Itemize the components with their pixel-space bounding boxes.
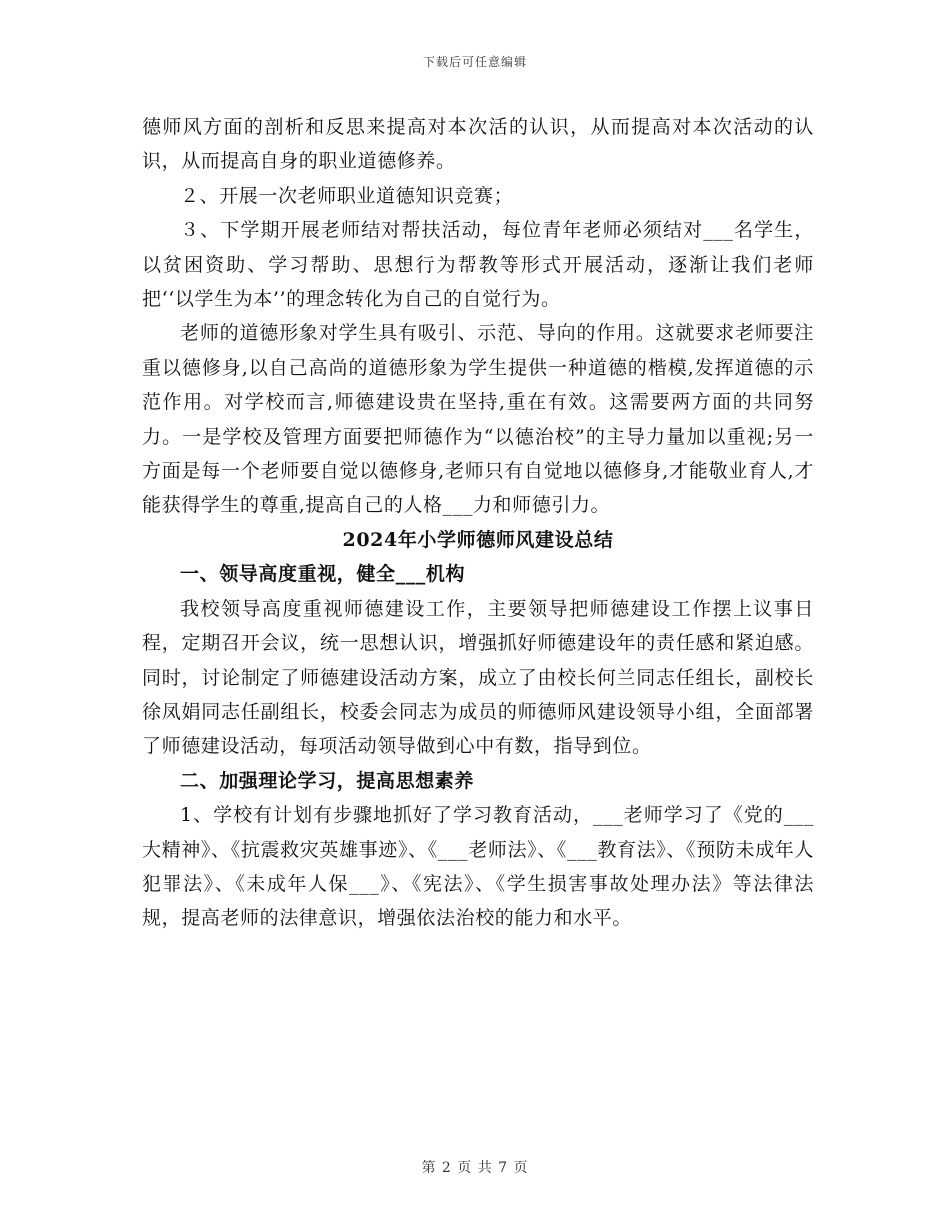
document-title: 2024年小学师德师风建设总结 <box>342 528 614 551</box>
paragraph-continuation: 德师风方面的剖析和反思来提高对本次活的认识，从而提高对本次活动的认识，从而提高自身的职业道德修养。 <box>142 116 814 173</box>
section-heading-2: 二、加强理论学习，提高思想素养 <box>180 769 475 792</box>
section-heading-1: 一、领导高度重视，健全___机构 <box>180 563 466 586</box>
paragraph-ethics: 老师的道德形象对学生具有吸引、示范、导向的作用。这就要求老师要注重以德修身,以自己高尚的道德形象为学生提供一种道德的楷模,发挥道德的示范作用。对学校而言,师德建设贵在坚持,重在有效。这需要两方面的共同努力。一是学校及管理方面要把师德作为“以德治校”的主导力量加以重视;另一方面是每一个老师要自觉以德修身,老师只有自觉地以德修身,才能敬业育人,才能获得学生的尊重,提高自己的人格___力和师德引力。 <box>142 322 814 517</box>
page-header: 下载后可任意编辑 <box>422 55 527 69</box>
section-body-1: 我校领导高度重视师德建设工作，主要领导把师德建设工作摆上议事日程，定期召开会议，统一思想认识，增强抓好师德建设年的责任感和紧迫感。同时，讨论制定了师德建设活动方案，成立了由校长何兰同志任组长，副校长徐凤娟同志任副组长，校委会同志为成员的师德师风建设领导小组，全面部署了师德建设活动，每项活动领导做到心中有数，指导到位。 <box>142 597 814 758</box>
section-body-2: 1、学校有计划有步骤地抓好了学习教育活动，___老师学习了《党的___大精神》、《抗震救灾英雄事迹》、《___老师法》、《___教育法》、《预防未成年人犯罪法》、《未成年人保___》、《宪法》、《学生损害事故处理办法》等法律法规，提高老师的法律意识，增强依法治校的能力和水平。 <box>142 804 814 930</box>
page-footer: 第 2 页 共 7 页 <box>421 1160 529 1176</box>
document-body <box>142 110 814 936</box>
list-item-2: ２、开展一次老师职业道德知识竞赛； <box>180 184 514 207</box>
list-item-3: ３、下学期开展老师结对帮扶活动，每位青年老师必须结对___名学生，以贫困资助、学习帮助、思想行为帮教等形式开展活动，逐渐让我们老师把‘‘以学生为本’’的理念转化为自己的自觉行为。 <box>142 219 814 311</box>
